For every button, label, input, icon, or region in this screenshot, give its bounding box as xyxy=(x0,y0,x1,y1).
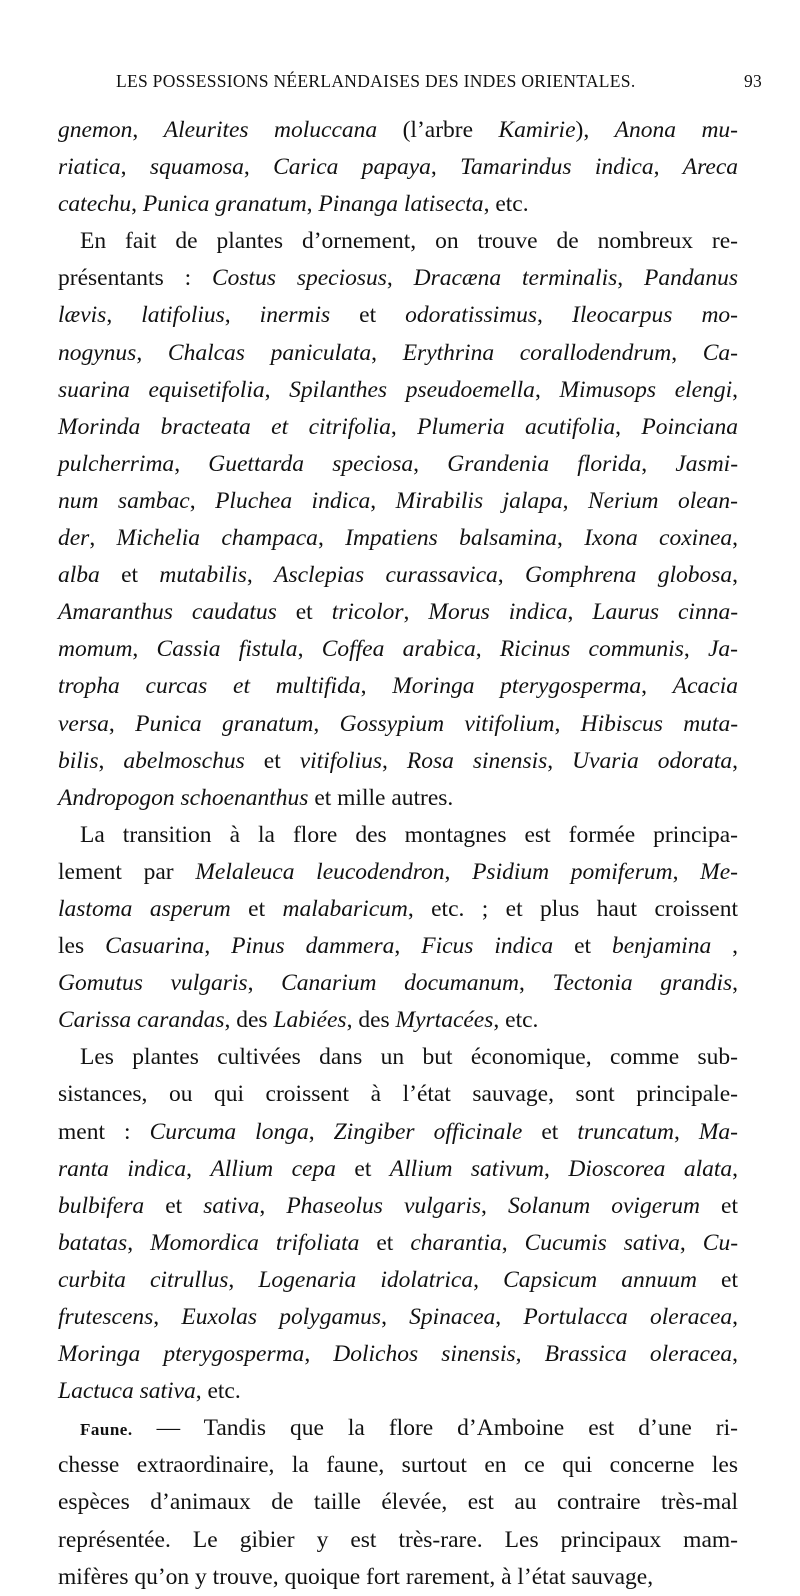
species-name: Me- xyxy=(700,858,739,885)
text-line xyxy=(58,1447,738,1484)
text-line xyxy=(58,409,738,446)
running-header xyxy=(0,71,800,95)
species-name: Uvaria odorata xyxy=(572,747,733,774)
species-name: versa xyxy=(58,710,109,737)
species-name: Ca- xyxy=(702,339,738,366)
text-run: , xyxy=(497,562,525,589)
species-name: Punica granatum xyxy=(135,710,314,737)
text-run: , xyxy=(671,339,703,366)
species-name: vitifolius xyxy=(299,747,382,774)
species-name: Cucumis sativa xyxy=(524,1229,680,1256)
text-run: , des xyxy=(224,1007,274,1034)
text-line xyxy=(58,965,738,1002)
species-name: Lactuca sativa xyxy=(58,1378,196,1405)
text-run: , xyxy=(243,154,274,181)
text-run: , xyxy=(390,413,418,440)
text-run: , xyxy=(394,933,422,960)
species-name: suarina equisetifolia xyxy=(58,376,265,403)
text-run: , xyxy=(562,487,588,514)
text-run: , xyxy=(259,1192,287,1219)
body-text xyxy=(58,112,738,1596)
text-run: , etc. xyxy=(195,1378,241,1405)
species-name: Solanum ovigerum xyxy=(507,1192,700,1219)
text-run: , xyxy=(317,525,346,552)
species-name: riatica xyxy=(58,154,121,181)
text-run: , xyxy=(136,339,168,366)
species-name: Allium cepa xyxy=(210,1155,336,1182)
text-run: et xyxy=(230,895,283,922)
text-run: et xyxy=(553,933,612,960)
species-name: bilis xyxy=(58,747,99,774)
species-name: Morinda bracteata et citrifolia xyxy=(58,413,391,440)
text-run: , etc. ; et plus haut croissent xyxy=(407,895,738,922)
species-name: pulcherrima xyxy=(58,450,175,477)
text-line xyxy=(58,1484,738,1521)
species-name: catechu xyxy=(58,191,132,218)
text-run: , xyxy=(641,673,673,700)
species-name: Punica granatum xyxy=(142,191,307,218)
text-run: , xyxy=(547,747,573,774)
species-name: bulbifera xyxy=(58,1192,145,1219)
text-run: , xyxy=(495,1304,524,1330)
text-run: , xyxy=(673,1118,699,1145)
text-run: , xyxy=(371,339,403,366)
species-name: Ja- xyxy=(707,636,738,663)
species-name: Dolichos sinensis xyxy=(333,1341,516,1368)
text-run: chesse extraordinaire, la faune, surtout en ce qui concerne les xyxy=(58,1452,738,1479)
species-name: Areca xyxy=(682,154,739,181)
species-name: Tectonia grandis xyxy=(552,970,733,997)
species-name: Ma- xyxy=(698,1118,738,1145)
text-run: et xyxy=(99,562,160,589)
species-name: Pinus dammera xyxy=(231,933,395,960)
text-run: , xyxy=(132,636,157,663)
species-name: Ricinus communis xyxy=(499,636,684,663)
text-line xyxy=(58,1336,738,1373)
text-run: , xyxy=(89,525,117,552)
text-run: espèces d’animaux de taille élevée, est au contraire très-mal xyxy=(58,1489,738,1516)
text-run: La transition à la flore des montagnes est formée principa- xyxy=(80,821,738,848)
species-name: Psidium pomiferum xyxy=(472,858,673,885)
text-run: , etc. xyxy=(483,191,529,218)
text-run: , xyxy=(534,376,560,403)
text-run: , xyxy=(615,413,642,440)
species-name: truncatum xyxy=(577,1118,674,1145)
species-name: Ixona coxinea xyxy=(584,525,733,552)
species-name: squamosa xyxy=(149,154,244,181)
species-name: Tamarindus indica xyxy=(460,154,654,181)
text-run: et xyxy=(276,599,332,626)
text-run: , xyxy=(174,450,209,477)
text-line xyxy=(58,112,738,149)
species-name: abelmoschus xyxy=(123,747,245,774)
text-line xyxy=(58,1262,738,1299)
text-line xyxy=(58,706,738,743)
species-name: Laurus cinna- xyxy=(592,599,739,626)
text-run: , xyxy=(189,487,216,514)
species-name: Erythrina corallodendrum xyxy=(402,339,672,366)
species-name: batatas xyxy=(58,1229,128,1256)
species-name: Anona mu- xyxy=(614,117,739,143)
species-name: Costus speciosus xyxy=(211,265,387,292)
text-run: , xyxy=(108,710,136,737)
species-name: Carissa carandas xyxy=(58,1007,225,1034)
text-line xyxy=(58,1522,738,1559)
species-name: Grandenia florida xyxy=(447,450,642,477)
text-run: , xyxy=(403,599,429,626)
species-name: momum xyxy=(58,636,133,663)
text-run: , xyxy=(672,858,701,885)
text-line xyxy=(58,854,738,891)
species-name: Andropogon schoenanthus xyxy=(58,784,309,811)
species-name: sativa xyxy=(203,1192,260,1219)
text-run: , xyxy=(186,1155,211,1182)
text-run: , xyxy=(473,1266,504,1293)
species-name: odoratissimus xyxy=(405,302,538,329)
text-run: , xyxy=(732,747,739,774)
species-name: Aleurites moluccana xyxy=(163,117,378,143)
species-name: Impatiens balsamina xyxy=(345,525,558,552)
species-name: Capsicum annuum xyxy=(503,1266,697,1293)
text-run: et xyxy=(522,1118,578,1145)
species-name: gnemon xyxy=(58,117,133,143)
text-run: , xyxy=(653,154,683,181)
species-name: Portulacca oleracea xyxy=(523,1304,733,1330)
text-run: , xyxy=(246,562,275,589)
species-name: Phaseolus vulgaris xyxy=(286,1192,481,1219)
text-line xyxy=(58,557,738,594)
species-name: Cassia fistula xyxy=(156,636,298,663)
text-run: , xyxy=(106,302,142,329)
text-run: , xyxy=(132,117,164,143)
text-line xyxy=(58,297,738,334)
text-run: , xyxy=(679,1229,703,1256)
text-run: , xyxy=(430,154,461,181)
text-run: ment : xyxy=(58,1118,150,1145)
text-run: — Tandis que la flore d’Amboine est d’une ri- xyxy=(132,1415,738,1442)
text-line xyxy=(58,891,738,928)
species-name: lævis xyxy=(58,302,107,329)
text-run: , xyxy=(732,1341,738,1368)
species-name: Brassica oleracea xyxy=(544,1341,733,1368)
text-line xyxy=(58,1225,738,1262)
text-line xyxy=(58,483,738,520)
species-name: Spilanthes pseudoemella xyxy=(289,376,535,403)
text-line xyxy=(58,1559,738,1596)
text-line xyxy=(58,260,738,297)
species-name: Ileocarpus mo- xyxy=(571,302,739,329)
text-run: , xyxy=(732,525,738,552)
text-run: , xyxy=(481,1192,508,1219)
text-run: , xyxy=(554,710,581,737)
text-line xyxy=(58,928,738,965)
text-run: , xyxy=(557,525,585,552)
text-line xyxy=(58,594,738,631)
text-line xyxy=(58,1373,738,1410)
text-line xyxy=(58,1410,738,1447)
species-name: lastoma asperum xyxy=(58,895,231,922)
species-name: Asclepias curassavica xyxy=(274,562,498,589)
text-run: , xyxy=(537,302,572,329)
species-name: Kamirie xyxy=(498,117,576,143)
species-name: Momordica trifoliata xyxy=(150,1229,360,1256)
species-name: Euxolas polygamus xyxy=(181,1304,382,1330)
text-run: et mille autres. xyxy=(308,784,454,811)
running-header-title: LES POSSESSIONS NÉERLANDAISES DES INDES ORIENTALES. xyxy=(116,71,636,91)
species-name: Canarium documanum xyxy=(281,970,519,997)
species-name: Guettarda speciosa xyxy=(208,450,414,477)
species-name: Ficus indica xyxy=(421,933,554,960)
species-name: Zingiber officinale xyxy=(333,1118,523,1145)
text-run: , xyxy=(228,1266,259,1293)
text-run: , xyxy=(381,747,407,774)
text-run: , xyxy=(475,636,500,663)
text-run: , xyxy=(519,970,553,997)
species-name: alba xyxy=(58,562,100,589)
text-run: , xyxy=(153,1304,182,1330)
text-run: , etc. xyxy=(493,1007,539,1034)
species-name: Pandanus xyxy=(644,265,739,292)
page-number: 93 xyxy=(744,71,763,91)
text-run: , xyxy=(381,1304,410,1330)
text-run: , xyxy=(617,265,645,292)
text-line xyxy=(58,1188,738,1225)
species-name: Labiées xyxy=(273,1007,347,1034)
text-run: , xyxy=(360,673,393,700)
text-run: , xyxy=(98,747,124,774)
species-name: Moringa pterygosperma xyxy=(392,673,642,700)
text-line xyxy=(58,631,738,668)
text-run: , xyxy=(264,376,290,403)
text-run: , xyxy=(386,265,414,292)
text-run: , xyxy=(732,562,739,589)
species-name: num sambac xyxy=(58,487,190,514)
text-run: et xyxy=(335,1155,390,1182)
species-name: Cu- xyxy=(702,1229,739,1256)
text-run: Les plantes cultivées dans un but économique, comme sub- xyxy=(80,1044,738,1071)
text-line xyxy=(58,817,738,854)
species-name: ranta indica xyxy=(58,1155,187,1182)
text-run: , xyxy=(711,933,739,960)
species-name: Gossypium vitifolium xyxy=(339,710,555,737)
species-name: Acacia xyxy=(672,673,739,700)
species-name: Michelia champaca xyxy=(116,525,318,552)
text-run: , des xyxy=(346,1007,396,1034)
species-name: mutabilis xyxy=(159,562,247,589)
species-name: Pluchea indica xyxy=(215,487,371,514)
species-name: Melaleuca leucodendron xyxy=(195,858,445,885)
text-line xyxy=(58,1151,738,1188)
species-name: Hibiscus muta- xyxy=(580,710,739,737)
text-run: , xyxy=(308,1118,334,1145)
text-run: , xyxy=(131,191,143,218)
species-name: Coffea arabica xyxy=(321,636,476,663)
text-run: , xyxy=(501,1229,525,1256)
species-name: curbita citrullus xyxy=(58,1266,229,1293)
text-run: et xyxy=(359,1229,411,1256)
text-run: , xyxy=(732,1155,739,1182)
species-name: Gomphrena globosa xyxy=(524,562,733,589)
text-run: lement par xyxy=(58,858,196,885)
species-name: Morus indica xyxy=(428,599,568,626)
species-name: Chalcas paniculata xyxy=(167,339,372,366)
species-name: Pinanga latisecta xyxy=(318,191,484,218)
species-name: tropha curcas et multifida xyxy=(58,673,361,700)
text-run: sistances, ou qui croissent à l’état sauvage, sont principale- xyxy=(58,1081,738,1108)
text-line xyxy=(58,1039,738,1076)
text-run: ), xyxy=(575,117,615,143)
species-name: Carica papaya xyxy=(273,154,431,181)
species-name: nogynus xyxy=(58,339,137,366)
species-name: Poinciana xyxy=(641,413,739,440)
text-run: et xyxy=(700,1192,739,1219)
text-run: , xyxy=(544,1155,569,1182)
text-line xyxy=(58,223,738,260)
text-run: , xyxy=(413,450,448,477)
text-run: , xyxy=(313,710,340,737)
text-line xyxy=(58,1002,738,1039)
text-run: , xyxy=(127,1229,151,1256)
species-name: Curcuma longa xyxy=(149,1118,309,1145)
species-name: Mirabilis jalapa xyxy=(395,487,563,514)
text-run: et xyxy=(244,747,300,774)
text-line xyxy=(58,668,738,705)
species-name: Nerium olean- xyxy=(587,487,738,514)
text-run: représentée. Le gibier y est très-rare. Les principaux mam- xyxy=(58,1526,738,1553)
species-name: Jasmi- xyxy=(675,450,739,477)
section-heading: Faune. xyxy=(80,1420,133,1440)
text-run: , xyxy=(732,970,738,997)
text-run: , xyxy=(444,858,473,885)
text-run: , xyxy=(641,450,676,477)
species-name: Amaranthus caudatus xyxy=(58,599,277,626)
text-run: et xyxy=(144,1192,204,1219)
species-name: Logenaria idolatrica xyxy=(258,1266,474,1293)
species-name: inermis xyxy=(259,302,331,329)
text-line xyxy=(58,520,738,557)
species-name: Casuarina xyxy=(105,933,205,960)
text-run: , xyxy=(120,154,150,181)
species-name: latifolius xyxy=(141,302,225,329)
species-name: Moringa pterygosperma xyxy=(58,1341,305,1368)
text-line xyxy=(58,186,738,223)
text-line xyxy=(58,149,738,186)
text-run: mifères qu’on y trouve, quoique fort rarement, à l’état sauvage, xyxy=(58,1563,654,1590)
text-run: , xyxy=(370,487,396,514)
text-line xyxy=(58,1299,738,1336)
species-name: Allium sativum xyxy=(389,1155,545,1182)
species-name: frutescens xyxy=(58,1304,154,1330)
species-name: charantia xyxy=(410,1229,502,1256)
text-run: En fait de plantes d’ornement, on trouve de nombreux re- xyxy=(80,228,738,255)
text-line xyxy=(58,335,738,372)
species-name: Rosa sinensis xyxy=(406,747,548,774)
text-run: , xyxy=(247,970,282,997)
species-name: tricolor xyxy=(331,599,404,626)
species-name: Spinacea xyxy=(409,1304,496,1330)
text-run: les xyxy=(58,933,106,960)
text-run: , xyxy=(732,1304,739,1330)
text-run: , xyxy=(297,636,322,663)
species-name: Dioscorea alata xyxy=(568,1155,733,1182)
text-run: et xyxy=(330,302,406,329)
species-name: Mimusops elengi xyxy=(559,376,733,403)
text-run: (l’arbre xyxy=(377,117,499,143)
text-line xyxy=(58,780,738,817)
text-run: , xyxy=(515,1341,545,1368)
text-run: présentants : xyxy=(58,265,212,292)
text-run: , xyxy=(224,302,260,329)
species-name: Dracæna terminalis xyxy=(413,265,618,292)
text-run: , xyxy=(732,376,739,403)
species-name: der xyxy=(58,525,90,552)
text-line xyxy=(58,1114,738,1151)
species-name: Plumeria acutifolia xyxy=(417,413,616,440)
text-run: , xyxy=(306,191,319,218)
text-run: , xyxy=(304,1341,334,1368)
text-run: et xyxy=(696,1266,738,1293)
species-name: benjamina xyxy=(611,933,712,960)
text-line xyxy=(58,372,738,409)
species-name: malabaricum xyxy=(282,895,408,922)
species-name: Gomutus vulgaris xyxy=(58,970,248,997)
text-line xyxy=(58,743,738,780)
text-line xyxy=(58,446,738,483)
text-run: , xyxy=(567,599,593,626)
text-run: , xyxy=(683,636,708,663)
text-run: , xyxy=(204,933,232,960)
text-line xyxy=(58,1076,738,1113)
species-name: Myrtacées xyxy=(395,1007,494,1034)
